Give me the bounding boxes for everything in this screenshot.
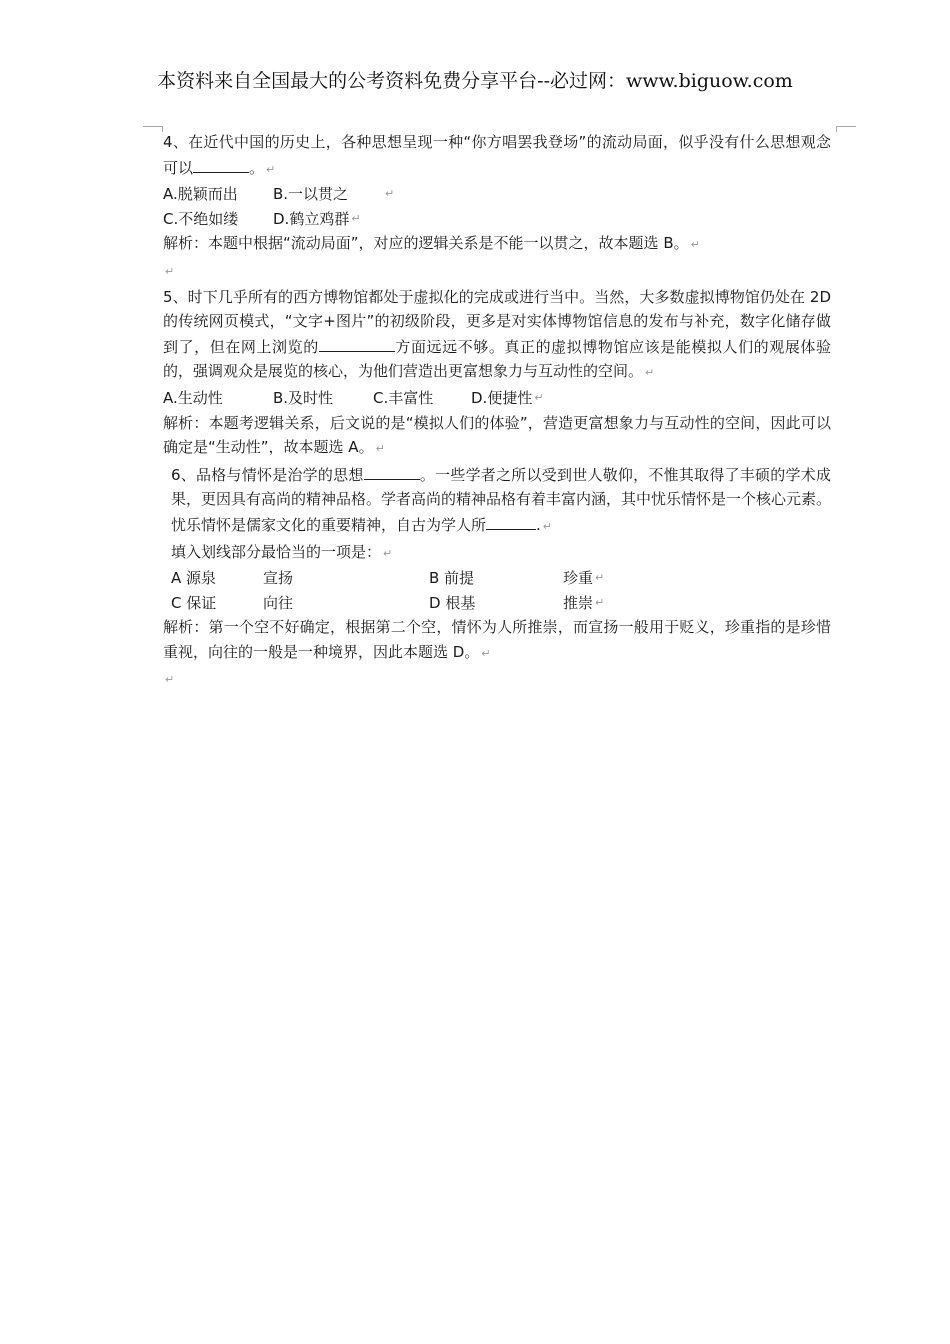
q6-blank-2	[486, 512, 536, 530]
q6-option-d-word2: 推崇	[563, 593, 594, 612]
paragraph-mark-icon: ↵	[595, 595, 605, 609]
q5-stem	[163, 285, 831, 386]
q4-blank	[193, 155, 249, 173]
paragraph-mark-icon: ↵	[351, 211, 361, 225]
q5-stem-text: 5、时下几乎所有的西方博物馆都处于虚拟化的完成或进行当中。当然，大多数虚拟博物馆仍处在 2D 的传统网页模式，“文字+图片”的初级阶段，更多是对实体博物馆信息的发布与补充，数字化储存做到了，但在网上浏览的	[163, 287, 831, 356]
paragraph-mark-icon: ↵	[534, 390, 544, 404]
q6-stem-middle: 。一些学者之所以受到世人敬仰，不惟其取得了丰硕的学术成果，更因具有高尚的精神品格。学者高尚的精神品格有着丰富内涵，其中忧乐情怀是一个核心元素。忧乐情怀是儒家文化的重要精神，自古为学人所	[171, 465, 832, 534]
q4-analysis-text: 解析：本题中根据“流动局面”，对应的逻辑关系是不能一以贯之，故本题选 B。	[163, 234, 689, 253]
q4-option-b: B.一以贯之	[273, 185, 349, 204]
paragraph-mark-icon: ↵	[165, 264, 175, 278]
q4-options-row2	[163, 207, 831, 232]
paragraph-mark-icon: ↵	[385, 187, 395, 201]
q6-option-a-word2: 宣扬	[263, 569, 294, 588]
q4-analysis	[163, 231, 831, 258]
q6-option-c: C 保证	[171, 593, 217, 612]
q4-option-c: C.不绝如缕	[163, 209, 239, 228]
q6-option-b-word2: 珍重	[563, 569, 594, 588]
paragraph-mark-icon: ↵	[266, 162, 276, 176]
q4-options-row1	[163, 182, 831, 207]
q6-options-row2	[163, 591, 831, 616]
q6-analysis	[163, 615, 831, 666]
q4-stem-end: 。	[249, 158, 265, 177]
page-corner-mark-left	[143, 126, 163, 129]
q5-options	[163, 386, 831, 411]
q6-option-b: B 前提	[429, 569, 475, 588]
q6-analysis-text: 解析：第一个空不好确定，根据第二个空，情怀为人所推崇，而宣扬一般用于贬义，珍重指的是珍惜重视，向往的一般是一种境界，因此本题选 D。	[163, 618, 831, 661]
paragraph-mark-icon: ↵	[481, 646, 491, 660]
empty-paragraph	[163, 258, 831, 285]
q6-blank-1	[364, 462, 420, 480]
paragraph-mark-icon: ↵	[375, 442, 385, 456]
q5-option-b: B.及时性	[273, 388, 334, 407]
q4-option-d: D.鹤立鸡群	[273, 209, 350, 228]
q6-option-a: A 源泉	[171, 569, 217, 588]
paragraph-mark-icon: ↵	[595, 571, 605, 585]
q4-stem	[163, 130, 831, 182]
q5-blank	[319, 334, 395, 352]
paragraph-mark-icon: ↵	[645, 366, 655, 380]
q6-option-d: D 根基	[429, 593, 476, 612]
q6-instruction-text: 填入划线部分最恰当的一项是：	[171, 542, 382, 561]
q5-stem-end: 方面远远不够。真正的虚拟博物馆应该是能模拟人们的观展体验的，强调观众是展览的核心，为他们营造出更富想象力与互动性的空间。	[163, 337, 831, 381]
q5-analysis-text: 解析：本题考逻辑关系，后文说的是“模拟人们的体验”，营造更富想象力与互动性的空间，因此可以确定是“生动性”，故本题选 A。	[163, 413, 831, 457]
q5-option-d: D.便捷性	[471, 388, 533, 407]
q5-option-a: A.生动性	[163, 388, 223, 407]
q4-option-a: A.脱颖而出	[163, 185, 238, 204]
paragraph-mark-icon: ↵	[383, 546, 393, 560]
paragraph-mark-icon: ↵	[690, 238, 700, 252]
q6-stem	[163, 462, 831, 540]
q6-instruction	[163, 540, 831, 567]
q6-option-c-word2: 向往	[263, 593, 294, 612]
paragraph-mark-icon: ↵	[165, 673, 175, 687]
paragraph-mark-icon: ↵	[542, 519, 553, 533]
q4-stem-text: 4、在近代中国的历史上，各种思想呈现一种“你方唱罢我登场”的流动局面，似乎没有什么思想观念可以	[163, 133, 831, 177]
q5-analysis	[163, 411, 831, 462]
page-corner-mark-right	[836, 126, 856, 129]
q6-stem-end: .	[536, 515, 541, 534]
document-body	[163, 130, 831, 693]
empty-paragraph	[163, 666, 831, 693]
q5-option-c: C.丰富性	[373, 388, 434, 407]
q6-options-row1	[163, 566, 831, 591]
q6-stem-text: 6、品格与情怀是治学的思想	[171, 465, 364, 484]
page-header: 本资料来自全国最大的公考资料免费分享平台--必过网：www.biguow.com	[157, 70, 793, 92]
